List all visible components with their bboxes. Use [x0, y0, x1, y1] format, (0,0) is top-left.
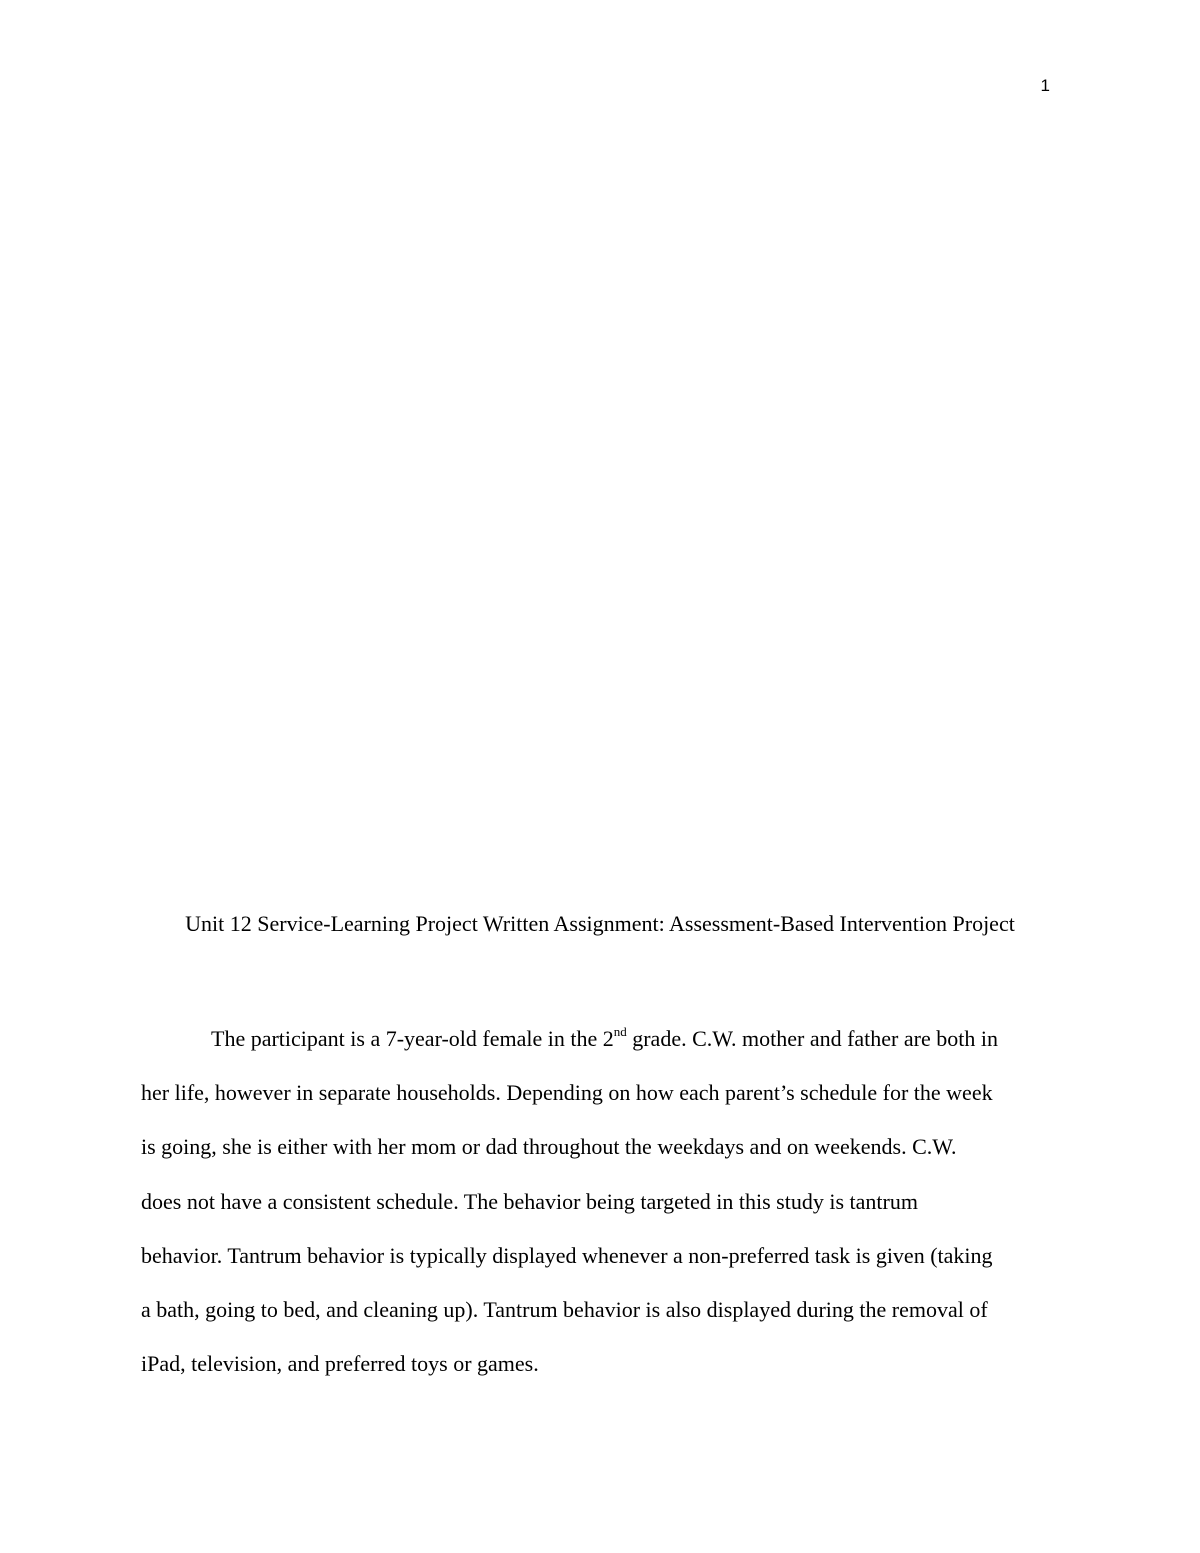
paragraph-line: iPad, television, and preferred toys or games.	[141, 1351, 539, 1376]
page-number: 1	[1040, 76, 1050, 95]
paragraph-line: is going, she is either with her mom or dad throughout the weekdays and on weekends. C.W.	[141, 1134, 957, 1159]
paragraph-line: behavior. Tantrum behavior is typically displayed whenever a non-preferred task is given (taking	[141, 1243, 993, 1268]
ordinal-suffix: nd	[613, 1023, 627, 1039]
document-title: Unit 12 Service-Learning Project Written Assignment: Assessment-Based Intervention Project	[185, 911, 1015, 936]
paragraph-line	[211, 1024, 998, 1054]
paragraph-line: a bath, going to bed, and cleaning up). Tantrum behavior is also displayed during the removal of	[141, 1297, 988, 1322]
paragraph-line: does not have a consistent schedule. The behavior being targeted in this study is tantrum	[141, 1189, 918, 1214]
line-text: grade. C.W. mother and father are both in	[626, 1026, 998, 1051]
line-text: The participant is a 7-year-old female in the 2	[211, 1026, 614, 1051]
paragraph-line: her life, however in separate households. Depending on how each parent’s schedule for the week	[141, 1080, 993, 1105]
